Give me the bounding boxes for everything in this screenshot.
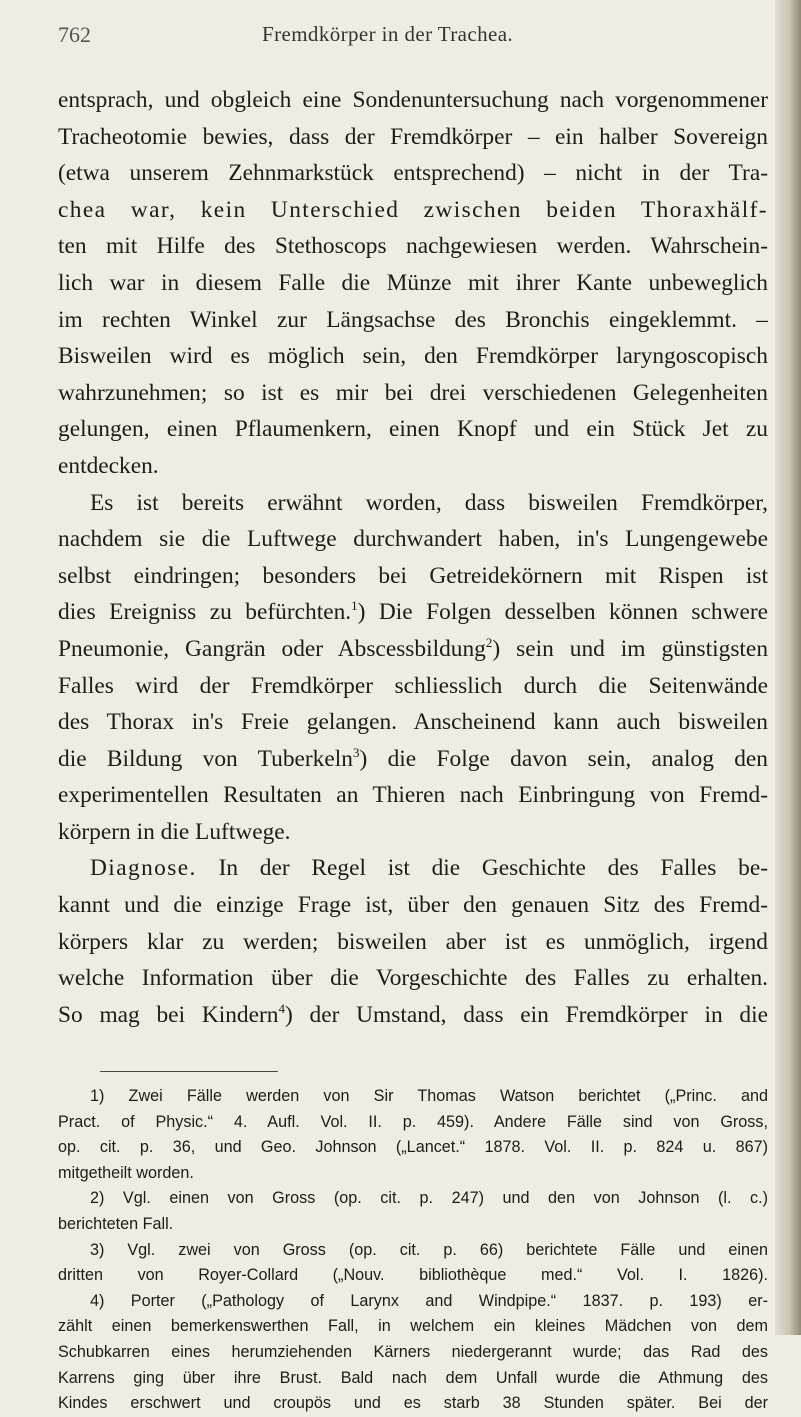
footnote-line: op. cit. p. 36, und Geo. Johnson („Lancet.“ 1878. Vol. II. p. 824 u. 867): [58, 1138, 768, 1157]
footnote-line: zählt einen bemerkenswerthen Fall, in welchem ein kleines Mädchen von dem: [58, 1317, 768, 1336]
text-line: Bisweilen wird es möglich sein, den Fremdkörper laryngoscopisch: [58, 343, 768, 370]
footnote-divider: [100, 1071, 278, 1072]
footnote-line: Karrens ging über ihre Brust. Bald nach dem Unfall wurde die Athmung des: [58, 1368, 768, 1387]
text-line: Es ist bereits erwähnt worden, dass bisweilen Fremdkörper,: [90, 489, 768, 516]
text-line: entsprach, und obgleich eine Sondenuntersuchung nach vorgenommener: [58, 87, 768, 113]
text-line: So mag bei Kindern$^4$) der Umstand, dass ein Fremdkörper in die: [58, 1000, 768, 1028]
text-line: die Bildung von Tuberkeln$^3$) die Folge davon sein, analog den: [58, 744, 768, 772]
page-header: [58, 20, 778, 60]
text-line: körpers klar zu werden; bisweilen aber ist es unmöglich, irgend: [58, 928, 768, 955]
footnote-ref: 3: [352, 744, 360, 760]
text-line: lich war in diesem Falle die Münze mit ihrer Kante unbeweglich: [58, 269, 768, 296]
text-line: des Thorax in's Freie gelangen. Anscheinend kann auch bisweilen: [58, 709, 768, 736]
footnote-line: 4) Porter („Pathology of Larynx and Windpipe.“ 1837. p. 193) er-: [90, 1291, 768, 1310]
text-line: experimentellen Resultaten an Thieren nach Einbringung von Fremd-: [58, 782, 768, 809]
text-line: körpern in die Luftwege.: [58, 818, 291, 845]
text-line-spaced: chea war, kein Unterschied zwischen beiden Thoraxhälf-: [58, 196, 768, 223]
footnote-line: Schubkarren eines herumziehenden Kärners niedergerannt wurde; das Rad des: [58, 1342, 768, 1361]
text-line: kannt und die einzige Frage ist, über den genauen Sitz des Fremd-: [58, 892, 768, 919]
text-fragment: der Umstand, dass ein Fremdkörper in die: [309, 1001, 768, 1028]
text-fragment: In der Regel ist die Geschichte des Falles be-: [218, 855, 768, 882]
text-fragment: Pneumonie, Gangrän oder Abscessbildung: [58, 635, 486, 662]
footnote-line: 1) Zwei Fälle werden von Sir Thomas Watson berichtet („Princ. and: [90, 1087, 768, 1105]
text-fragment: dies Ereigniss zu befürchten.: [58, 599, 352, 626]
section-heading-diagnose: Diagnose.: [90, 855, 197, 882]
footnote-line: Pract. of Physic.“ 4. Aufl. Vol. II. p. 459). Andere Fälle sind von Gross,: [58, 1112, 768, 1131]
text-fragment: die Bildung von Tuberkeln: [58, 745, 353, 772]
page-number: 762: [58, 22, 91, 47]
text-line: Tracheotomie bewies, dass der Fremdkörper – ein halber Sovereign: [58, 123, 768, 150]
text-line: [58, 192, 768, 229]
footnote-ref: 2: [485, 634, 493, 650]
text-line: ten mit Hilfe des Stethoscops nachgewiesen werden. Wahrschein-: [58, 233, 768, 260]
text-fragment: sein und im günstigsten: [516, 635, 768, 662]
text-line: nachdem sie die Luftwege durchwandert haben, in's Lungengewebe: [58, 526, 768, 553]
text-fragment: Die Folgen desselben können schwere: [378, 599, 768, 626]
text-line: (etwa unserem Zehnmarkstück entsprechend) – nicht in der Tra-: [58, 160, 768, 187]
text-line: im rechten Winkel zur Längsachse des Bronchis eingeklemmt. –: [58, 306, 768, 333]
text-line: [58, 850, 768, 887]
text-fragment: die Folge davon sein, analog den: [387, 745, 768, 772]
footnote-line: dritten von Royer-Collard („Nouv. bibliothèque med.“ Vol. I. 1826).: [58, 1266, 768, 1285]
page-edge-shadow: [775, 0, 801, 1335]
footnote-line: Kindes erschwert und croupös und es starb 38 Stunden später. Bei der: [58, 1394, 768, 1413]
running-head: Fremdkörper in der Trachea.: [262, 22, 514, 46]
footnote-ref: 1: [351, 598, 358, 614]
text-line: gelungen, einen Pflaumenkern, einen Knopf und ein Stück Jet zu: [58, 416, 768, 443]
footnote-line: 3) Vgl. zwei von Gross (op. cit. p. 66) berichtete Fälle und einen: [90, 1240, 768, 1259]
text-line: dies Ereigniss zu befürchten.$^1$) Die Folgen desselben können schwere: [58, 598, 768, 626]
text-line: entdecken.: [58, 452, 159, 479]
footnote-line: mitgetheilt worden.: [58, 1163, 194, 1182]
footnote-line: berichteten Fall.: [58, 1214, 174, 1233]
main-text: [58, 82, 768, 1033]
text-line: Falles wird der Fremdkörper schliesslich durch die Seitenwände: [58, 672, 768, 699]
text-line: wahrzunehmen; so ist es mir bei drei verschiedenen Gelegenheiten: [58, 379, 768, 406]
footnotes: [58, 1084, 768, 1417]
footnote-line: 2) Vgl. einen von Gross (op. cit. p. 247) und den von Johnson (l. c.): [90, 1189, 768, 1208]
text-line: selbst eindringen; besonders bei Getreidekörnern mit Rispen ist: [58, 562, 768, 589]
text-fragment: So mag bei Kindern: [58, 1001, 279, 1028]
text-line: welche Information über die Vorgeschichte des Falles zu erhalten.: [58, 965, 768, 992]
text-line: Pneumonie, Gangrän oder Abscessbildung$^2$) sein und im günstigsten: [58, 634, 768, 662]
footnote-ref: 4: [278, 1000, 285, 1016]
